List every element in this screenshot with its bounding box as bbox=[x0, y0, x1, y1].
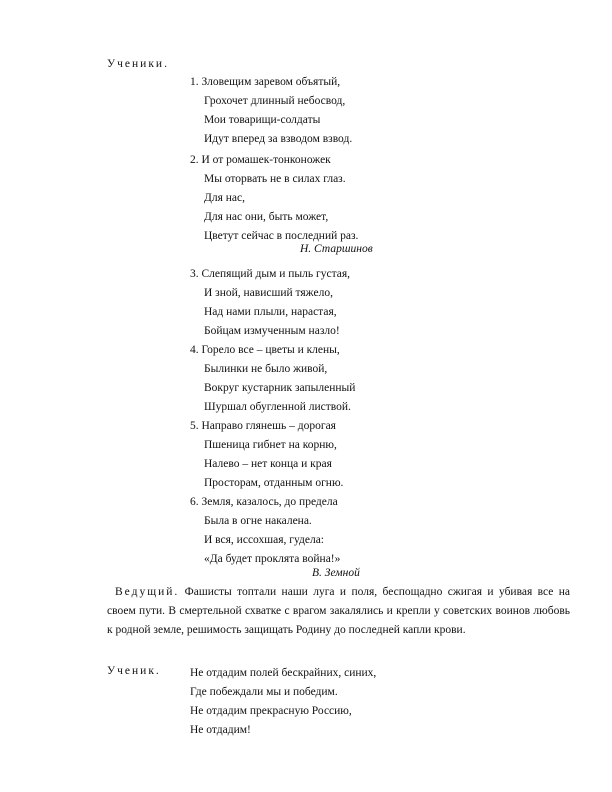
stanza-number: 3. bbox=[190, 268, 199, 280]
verse-line: И от ромашек-тонконожек bbox=[201, 154, 331, 166]
host-text: Фашисты топтали наши луга и поля, беспощадно сжигая и убивая все на своем пути. В смертельной схватке с врагом закалялись и крепли у советских воинов любовь к родной земле, решимость защищать Родину до последней капли крови. bbox=[107, 586, 571, 636]
verse-line: Для нас, bbox=[204, 192, 245, 204]
verse-line: Вокруг кустарник запыленный bbox=[204, 382, 356, 394]
stanza-4 bbox=[190, 341, 355, 417]
stanza-3 bbox=[190, 265, 350, 341]
verse-line: Мои товарищи-солдаты bbox=[204, 114, 321, 126]
verse-line: Не отдадим полей бескрайних, синих, bbox=[190, 667, 377, 679]
final-verse bbox=[190, 664, 376, 740]
stanza-1 bbox=[190, 73, 352, 149]
verse-line: И вся, иссохшая, гудела: bbox=[204, 534, 324, 546]
speaker-student-label: Ученик. bbox=[107, 665, 161, 677]
author-zemnoy: В. Земной bbox=[312, 567, 360, 579]
verse-line: Былинки не было живой, bbox=[204, 363, 328, 375]
host-paragraph bbox=[107, 583, 570, 640]
stanza-number: 4. bbox=[190, 344, 199, 356]
verse-line: Направо глянешь – дорогая bbox=[201, 420, 336, 432]
verse-line: Земля, казалось, до предела bbox=[201, 496, 338, 508]
verse-line: Где побеждали мы и победим. bbox=[190, 686, 338, 698]
speaker-students-label: Ученики. bbox=[107, 58, 169, 70]
verse-line: Над нами плыли, нарастая, bbox=[204, 306, 337, 318]
verse-line: Просторам, отданным огню. bbox=[204, 477, 344, 489]
verse-line: Была в огне накалена. bbox=[204, 515, 312, 527]
verse-line: Не отдадим прекрасную Россию, bbox=[190, 705, 352, 717]
verse-line: Горело все – цветы и клены, bbox=[201, 344, 340, 356]
verse-line: Грохочет длинный небосвод, bbox=[204, 95, 346, 107]
verse-line: Идут вперед за взводом взвод. bbox=[204, 133, 353, 145]
verse-line: Слепящий дым и пыль густая, bbox=[201, 268, 351, 280]
stanza-number: 2. bbox=[190, 154, 199, 166]
verse-line: Налево – нет конца и края bbox=[204, 458, 332, 470]
verse-line: «Да будет проклята война!» bbox=[204, 553, 341, 565]
verse-line: Бойцам измученным назло! bbox=[204, 325, 340, 337]
verse-line: Зловещим заревом объятый, bbox=[201, 76, 341, 88]
stanza-6 bbox=[190, 493, 340, 569]
stanza-2 bbox=[190, 151, 358, 246]
verse-line: Для нас они, быть может, bbox=[204, 211, 329, 223]
host-speaker-label: Ведущий. bbox=[115, 586, 180, 598]
verse-line: Пшеница гибнет на корню, bbox=[204, 439, 337, 451]
verse-line: И зной, нависший тяжело, bbox=[204, 287, 333, 299]
author-starshinov: Н. Старшинов bbox=[300, 243, 373, 255]
verse-line: Не отдадим! bbox=[190, 724, 251, 736]
verse-line: Шуршал обугленной листвой. bbox=[204, 401, 351, 413]
stanza-number: 1. bbox=[190, 76, 199, 88]
verse-line: Цветут сейчас в последний раз. bbox=[204, 230, 359, 242]
verse-line: Мы оторвать не в силах глаз. bbox=[204, 173, 346, 185]
stanza-5 bbox=[190, 417, 343, 493]
stanza-number: 6. bbox=[190, 496, 199, 508]
stanza-number: 5. bbox=[190, 420, 199, 432]
